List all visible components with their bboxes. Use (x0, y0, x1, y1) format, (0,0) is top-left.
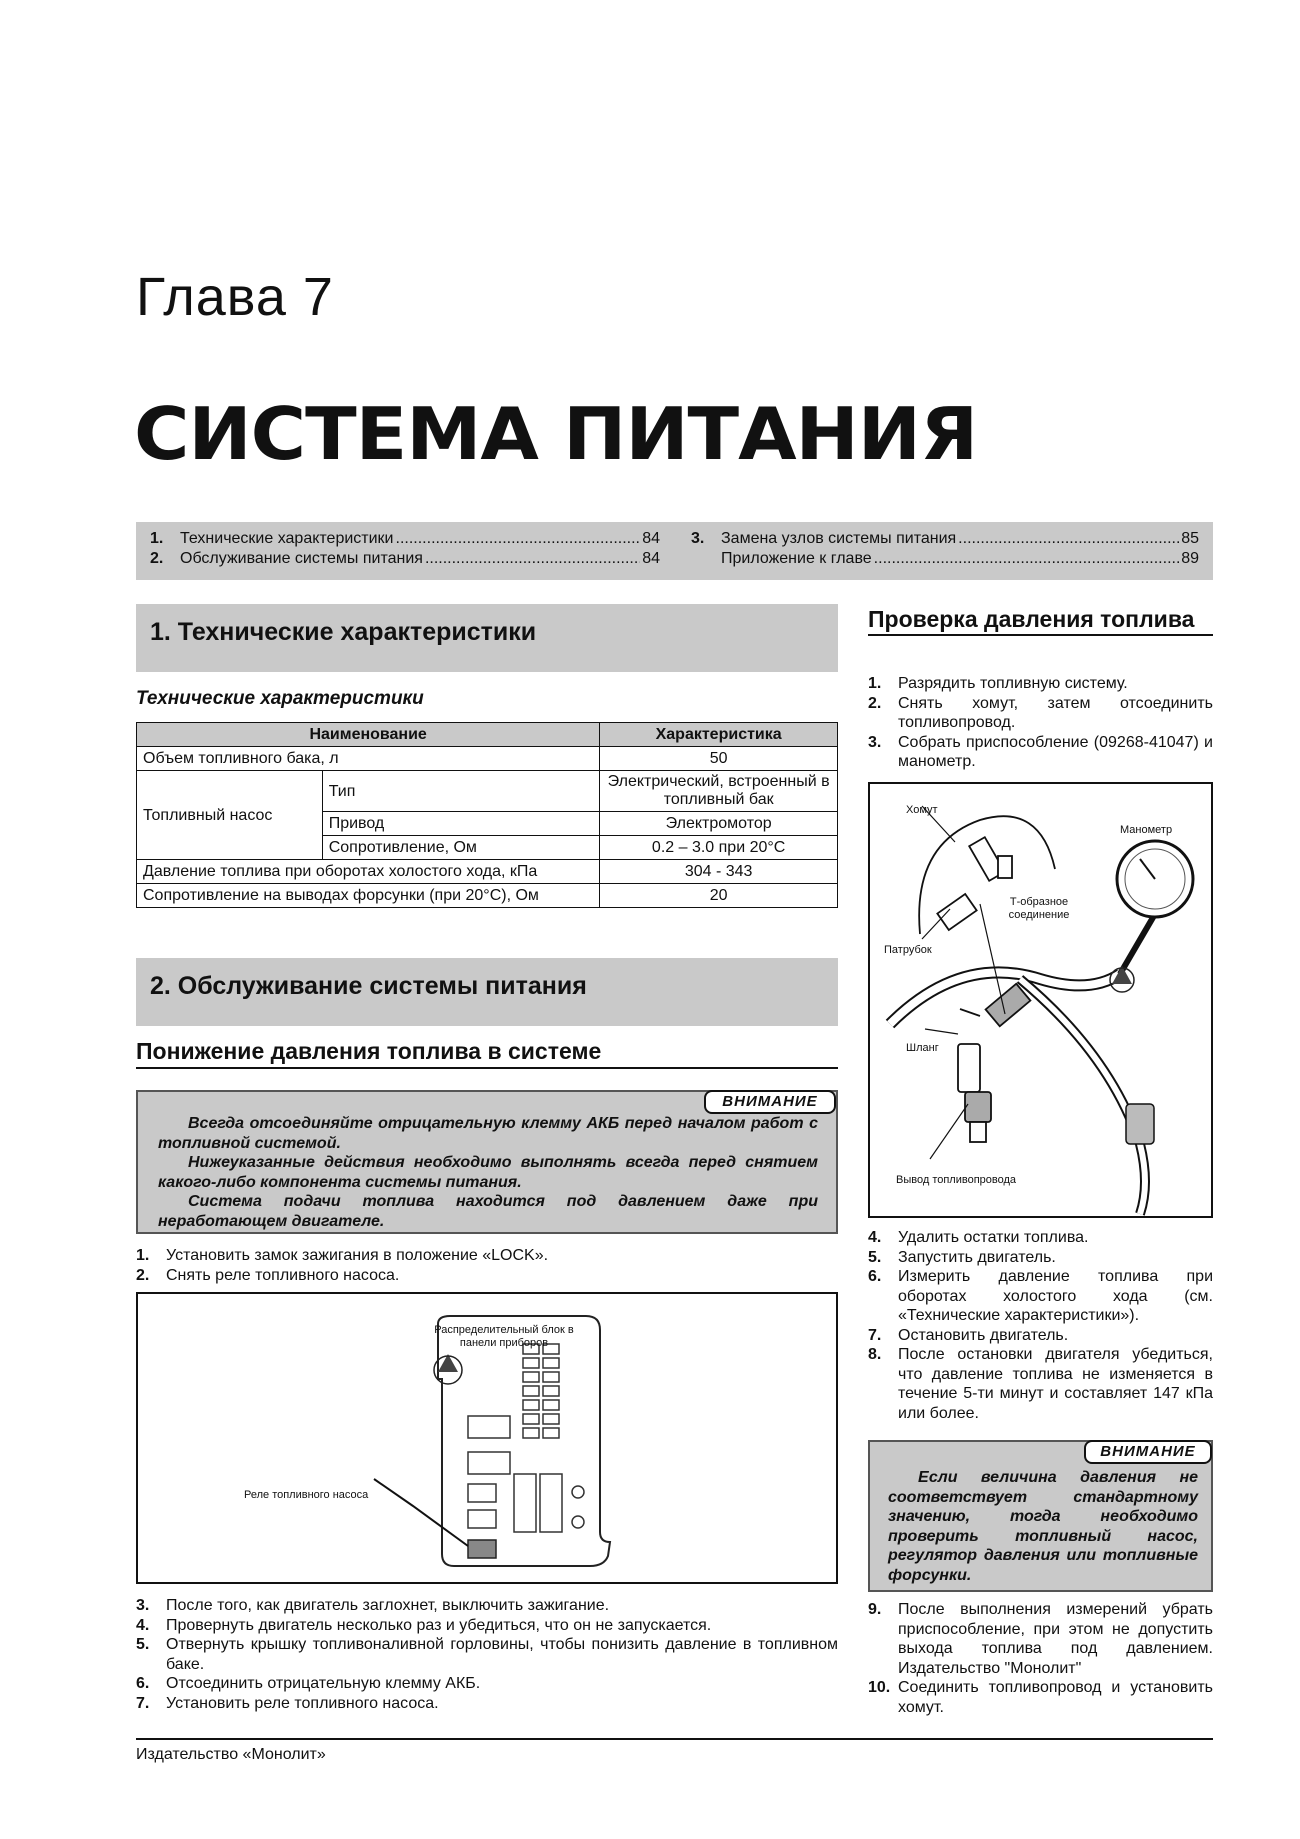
warning-paragraph: Система подачи топлива находится под давлением даже при неработающем двигателе. (158, 1193, 818, 1230)
step-number: 7. (136, 1694, 150, 1712)
subsection-title: Понижение давления топлива в системе (136, 1038, 838, 1069)
footer-divider (136, 1738, 1213, 1740)
warning-paragraph: Нижеуказанные действия необходимо выполнять всегда перед снятием какого-либо компонента системы питания. (158, 1154, 818, 1191)
step-number: 2. (868, 694, 882, 712)
step-number: 10. (868, 1679, 891, 1696)
toc-item-number: 2. (150, 550, 164, 567)
list-item (868, 733, 1213, 772)
toc-leader (874, 550, 1180, 568)
step-number: 6. (868, 1268, 882, 1285)
label-nozzle: Патрубок (884, 944, 932, 956)
toc-item-page: 89 (1181, 550, 1199, 567)
table-caption: Технические характеристики (136, 688, 424, 709)
list-item (868, 1678, 1213, 1717)
hose-coupling (1126, 1104, 1154, 1144)
step-number: 3. (136, 1597, 150, 1614)
list-item (136, 1694, 838, 1714)
step-text: После выполнения измерений убрать приспособление, при этом не допустить выхода топлива под давлением. Издательство "Монолит" (898, 1601, 1213, 1677)
list-item (868, 674, 1213, 694)
label-gauge: Манометр (1120, 824, 1173, 836)
table-cell: Привод (322, 812, 600, 836)
label-clamp: Хомут (906, 804, 938, 816)
list-item (868, 1600, 1213, 1678)
toc-item[interactable] (691, 530, 1199, 550)
label-fuel-pump-relay: Реле топливного насоса (244, 1489, 369, 1501)
footer-publisher: Издательство «Монолит» (136, 1746, 326, 1763)
list-item (136, 1616, 838, 1636)
section-2-heading (136, 958, 838, 1026)
table-cell: 20 (600, 884, 838, 908)
table-cell: 50 (600, 747, 838, 771)
step-text: После остановки двигателя убедиться, что давление топлива не изменяется в течение 5-ти минут и составляет 147 кПа или более. (898, 1346, 1213, 1422)
table-header-cell: Характеристика (600, 723, 838, 747)
section-1-title: 1. Технические характеристики (150, 618, 537, 646)
step-text: Снять реле топливного насоса. (166, 1266, 400, 1284)
step-number: 5. (136, 1636, 150, 1653)
step-text: Разрядить топливную систему. (898, 675, 1128, 692)
table-cell: Тип (322, 771, 600, 812)
chapter-title: СИСТЕМА ПИТАНИЯ (134, 392, 978, 476)
section-1-heading (136, 604, 838, 672)
step-text: Отсоединить отрицательную клемму АКБ. (166, 1675, 481, 1692)
table-cell: Топливный насос (137, 771, 323, 860)
list-item (868, 1326, 1213, 1346)
leader-line (930, 1104, 968, 1159)
step-text: Соединить топливопровод и установить хомут. (898, 1679, 1213, 1716)
label-tee: Т-образное соединение (1008, 896, 1070, 921)
table-row (137, 860, 838, 884)
step-number: 3. (868, 733, 882, 751)
table-cell: 0.2 – 3.0 при 20°C (600, 836, 838, 860)
toc-item[interactable] (691, 550, 1199, 570)
step-number: 8. (868, 1346, 882, 1363)
tee-fitting (937, 837, 1030, 1026)
toc-leader (396, 530, 641, 548)
table-cell: Давление топлива при оборотах холостого хода, кПа (137, 860, 600, 884)
toc-leader (425, 550, 640, 568)
table-cell: Электрический, встроенный в топливный бак (600, 771, 838, 812)
toc-item-text: Обслуживание системы питания (180, 550, 423, 567)
spec-table (136, 722, 838, 908)
toc-item-page: 85 (1181, 530, 1199, 547)
hose-inner (1020, 979, 1145, 1214)
step-number: 5. (868, 1248, 882, 1266)
section-2-title: 2. Обслуживание системы питания (150, 972, 587, 1000)
warning-paragraph: Если величина давления не соответствует стандартному значению, тогда необходимо проверить топливный насос, регулятор давления или топливные форсунки. (888, 1469, 1198, 1584)
step-number: 4. (136, 1616, 150, 1634)
table-of-contents (136, 522, 1213, 580)
gauge-stem (1120, 914, 1155, 974)
table-row (137, 747, 838, 771)
table-row (137, 884, 838, 908)
chapter-label: Глава 7 (136, 267, 334, 327)
list-item (136, 1596, 838, 1616)
step-text: Провернуть двигатель несколько раз и убедиться, что он не запускается. (166, 1616, 712, 1634)
list-item (868, 1248, 1213, 1268)
step-text: Остановить двигатель. (898, 1326, 1069, 1344)
list-item (136, 1674, 838, 1694)
check-steps-list (868, 1600, 1213, 1717)
step-text: Отвернуть крышку топливоналивной горловины, чтобы понизить давление в топливном баке. (166, 1636, 838, 1673)
step-number: 1. (136, 1247, 150, 1264)
toc-item-text: Замена узлов системы питания (721, 530, 957, 547)
warning-badge: ВНИМАНИЕ (1084, 1440, 1212, 1464)
table-cell: Сопротивление, Ом (322, 836, 600, 860)
pressure-gauge-diagram (870, 784, 1211, 1216)
list-item (136, 1246, 838, 1266)
toc-item-number: 1. (150, 530, 164, 547)
table-row (137, 771, 838, 812)
list-item (136, 1635, 838, 1674)
label-hose: Шланг (906, 1042, 939, 1054)
warning-box (868, 1440, 1213, 1592)
warning-text (888, 1468, 1198, 1585)
step-text: Установить замок зажигания в положение «LOCK». (166, 1247, 549, 1264)
steps-list (136, 1596, 838, 1713)
step-text: Измерить давление топлива при оборотах холостого хода (см. «Технические характеристики»). (898, 1268, 1213, 1324)
label-fuel-outlet: Вывод топливопровода (896, 1174, 1017, 1186)
list-item (868, 694, 1213, 733)
toc-item-page: 84 (642, 530, 660, 547)
table-header-row (137, 723, 838, 747)
step-number: 9. (868, 1601, 882, 1618)
table-cell: 304 - 343 (600, 860, 838, 884)
step-number: 4. (868, 1229, 882, 1246)
steps-list (136, 1246, 838, 1285)
table-cell: Объем топливного бака, л (137, 747, 600, 771)
table-header-cell: Наименование (137, 723, 600, 747)
hose-outer (1020, 979, 1145, 1214)
toc-item-number: 3. (691, 530, 705, 547)
list-item (136, 1266, 838, 1286)
list-item (868, 1228, 1213, 1248)
step-text: Снять хомут, затем отсоединить топливопровод. (898, 694, 1213, 731)
step-text: После того, как двигатель заглохнет, выключить зажигание. (166, 1597, 610, 1614)
table-cell: Электромотор (600, 812, 838, 836)
list-item (868, 1267, 1213, 1326)
step-text: Установить реле топливного насоса. (166, 1694, 439, 1712)
step-text: Удалить остатки топлива. (898, 1229, 1089, 1246)
leader-line (925, 1029, 958, 1034)
label-distribution-block: Распределительный блок в панели приборов (434, 1324, 574, 1349)
toc-item[interactable] (150, 530, 660, 550)
toc-item-text: Приложение к главе (721, 550, 872, 567)
check-steps-list (868, 1228, 1213, 1423)
fuel-outlet (958, 1009, 991, 1142)
figure-pressure-gauge (868, 782, 1213, 1218)
warning-badge: ВНИМАНИЕ (704, 1090, 836, 1114)
figure-fuse-box (136, 1292, 838, 1584)
step-number: 1. (868, 675, 882, 692)
check-title: Проверка давления топлива (868, 606, 1213, 636)
warning-text (158, 1114, 818, 1231)
check-steps-list (868, 674, 1213, 772)
toc-item-text: Технические характеристики (180, 530, 394, 547)
step-number: 6. (136, 1675, 150, 1692)
fuel-pump-relay (468, 1540, 496, 1558)
list-item (868, 1345, 1213, 1423)
toc-item[interactable] (150, 550, 660, 570)
table-cell: Сопротивление на выводах форсунки (при 20°C), Ом (137, 884, 600, 908)
step-number: 7. (868, 1326, 882, 1344)
toc-leader (958, 530, 1179, 548)
step-text: Запустить двигатель. (898, 1248, 1056, 1266)
step-text: Собрать приспособление (09268-41047) и манометр. (898, 733, 1213, 770)
step-number: 2. (136, 1266, 150, 1284)
warning-paragraph: Всегда отсоединяйте отрицательную клемму АКБ перед началом работ с топливной системой. (158, 1115, 818, 1152)
toc-item-page: 84 (642, 550, 660, 567)
warning-box (136, 1090, 838, 1234)
